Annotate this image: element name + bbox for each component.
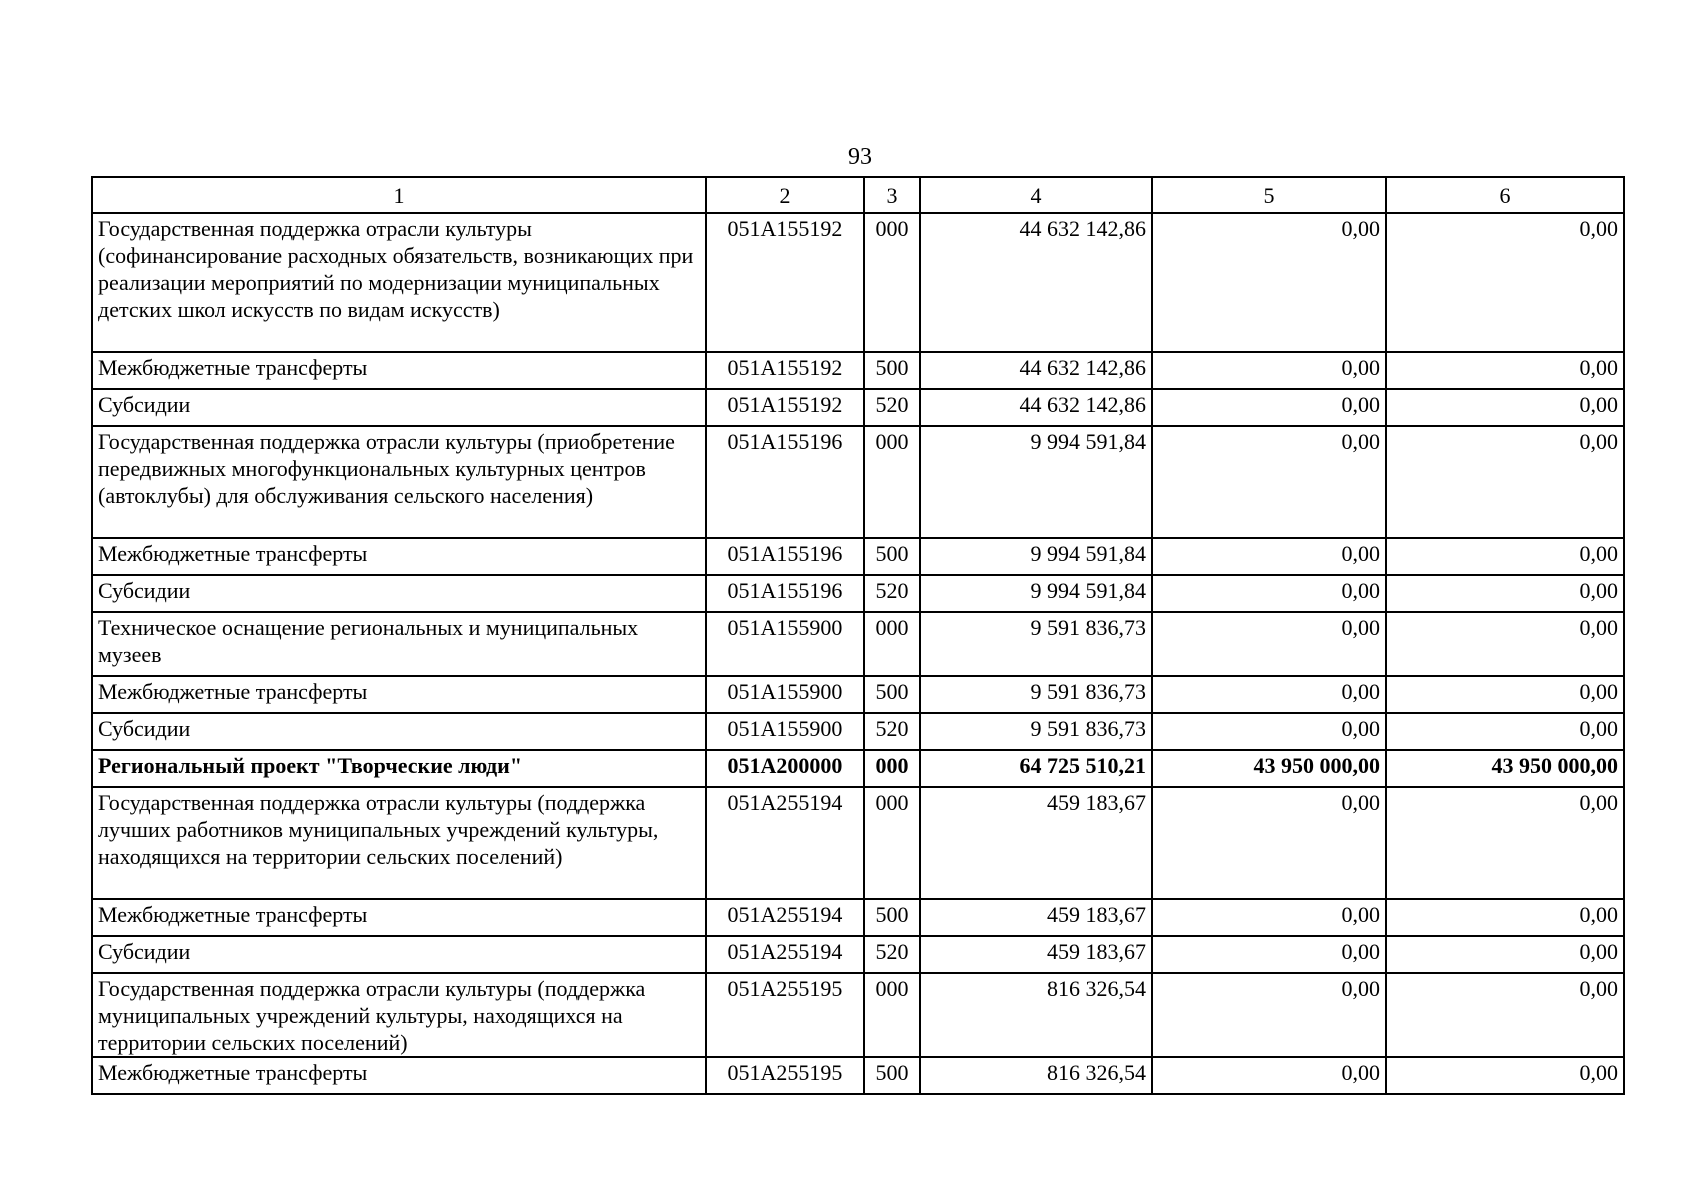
table-row xyxy=(92,389,1624,426)
column-header-4: 4 xyxy=(920,177,1152,213)
row-name-cell: Государственная поддержка отрасли культуры (софинансирование расходных обязательств, возникающих при реализации мероприятий по модернизации муниципальных детских школ искусств по видам искусств) xyxy=(92,213,706,352)
row-amount-3-cell: 0,00 xyxy=(1386,612,1624,676)
row-expense-type-cell: 520 xyxy=(864,389,920,426)
row-expense-type-cell: 000 xyxy=(864,213,920,352)
row-amount-2-cell: 0,00 xyxy=(1152,575,1386,612)
row-code-cell: 051А255194 xyxy=(706,899,864,936)
row-code-cell: 051А155900 xyxy=(706,676,864,713)
row-code-cell: 051А255194 xyxy=(706,936,864,973)
table-row xyxy=(92,750,1624,787)
row-code-cell: 051А155196 xyxy=(706,426,864,538)
row-amount-1-cell: 64 725 510,21 xyxy=(920,750,1152,787)
row-code-cell: 051А255195 xyxy=(706,1057,864,1094)
row-amount-3-cell: 0,00 xyxy=(1386,676,1624,713)
table-row xyxy=(92,1057,1624,1094)
row-amount-1-cell: 44 632 142,86 xyxy=(920,213,1152,352)
row-amount-1-cell: 9 591 836,73 xyxy=(920,612,1152,676)
row-expense-type-cell: 500 xyxy=(864,538,920,575)
row-code-cell: 051А155196 xyxy=(706,575,864,612)
row-amount-3-cell: 0,00 xyxy=(1386,973,1624,1057)
row-amount-3-cell: 0,00 xyxy=(1386,213,1624,352)
row-amount-2-cell: 0,00 xyxy=(1152,787,1386,899)
column-header-2: 2 xyxy=(706,177,864,213)
row-code-cell: 051А200000 xyxy=(706,750,864,787)
table-row xyxy=(92,538,1624,575)
row-expense-type-cell: 500 xyxy=(864,899,920,936)
row-amount-2-cell: 0,00 xyxy=(1152,538,1386,575)
row-name-cell: Техническое оснащение региональных и муниципальных музеев xyxy=(92,612,706,676)
table-row xyxy=(92,676,1624,713)
row-code-cell: 051А155900 xyxy=(706,612,864,676)
row-expense-type-cell: 520 xyxy=(864,936,920,973)
row-amount-2-cell: 0,00 xyxy=(1152,213,1386,352)
row-amount-3-cell: 0,00 xyxy=(1386,426,1624,538)
row-amount-3-cell: 0,00 xyxy=(1386,713,1624,750)
row-code-cell: 051А155196 xyxy=(706,538,864,575)
row-expense-type-cell: 000 xyxy=(864,787,920,899)
row-code-cell: 051А255195 xyxy=(706,973,864,1057)
row-expense-type-cell: 500 xyxy=(864,676,920,713)
table-row xyxy=(92,352,1624,389)
table-row xyxy=(92,612,1624,676)
row-amount-3-cell: 0,00 xyxy=(1386,787,1624,899)
row-amount-1-cell: 9 591 836,73 xyxy=(920,676,1152,713)
row-amount-2-cell: 0,00 xyxy=(1152,899,1386,936)
row-amount-3-cell: 0,00 xyxy=(1386,389,1624,426)
row-amount-2-cell: 0,00 xyxy=(1152,1057,1386,1094)
row-expense-type-cell: 000 xyxy=(864,612,920,676)
row-amount-2-cell: 43 950 000,00 xyxy=(1152,750,1386,787)
row-amount-3-cell: 0,00 xyxy=(1386,575,1624,612)
row-name-cell: Межбюджетные трансферты xyxy=(92,538,706,575)
row-name-cell: Межбюджетные трансферты xyxy=(92,352,706,389)
row-name-cell: Субсидии xyxy=(92,936,706,973)
table-row xyxy=(92,213,1624,352)
header-row xyxy=(92,177,1624,213)
row-name-cell: Государственная поддержка отрасли культуры (поддержка лучших работников муниципальных учреждений культуры, находящихся на территории сельских поселений) xyxy=(92,787,706,899)
row-amount-3-cell: 0,00 xyxy=(1386,936,1624,973)
row-expense-type-cell: 500 xyxy=(864,1057,920,1094)
row-amount-3-cell: 0,00 xyxy=(1386,538,1624,575)
row-amount-2-cell: 0,00 xyxy=(1152,426,1386,538)
row-amount-2-cell: 0,00 xyxy=(1152,389,1386,426)
row-expense-type-cell: 000 xyxy=(864,750,920,787)
row-amount-1-cell: 459 183,67 xyxy=(920,936,1152,973)
table-body xyxy=(92,213,1624,1094)
table-row xyxy=(92,899,1624,936)
row-expense-type-cell: 000 xyxy=(864,973,920,1057)
row-amount-1-cell: 9 994 591,84 xyxy=(920,575,1152,612)
row-amount-2-cell: 0,00 xyxy=(1152,936,1386,973)
row-expense-type-cell: 520 xyxy=(864,713,920,750)
row-name-cell: Региональный проект "Творческие люди" xyxy=(92,750,706,787)
row-amount-1-cell: 459 183,67 xyxy=(920,899,1152,936)
row-amount-1-cell: 9 994 591,84 xyxy=(920,426,1152,538)
row-amount-1-cell: 816 326,54 xyxy=(920,973,1152,1057)
row-amount-2-cell: 0,00 xyxy=(1152,973,1386,1057)
column-header-6: 6 xyxy=(1386,177,1624,213)
table-row xyxy=(92,936,1624,973)
row-expense-type-cell: 520 xyxy=(864,575,920,612)
table-row xyxy=(92,973,1624,1057)
row-name-cell: Субсидии xyxy=(92,575,706,612)
budget-table xyxy=(91,176,1625,1095)
table-row xyxy=(92,787,1624,899)
row-amount-3-cell: 43 950 000,00 xyxy=(1386,750,1624,787)
table-row xyxy=(92,713,1624,750)
page-number: 93 xyxy=(848,144,872,170)
row-code-cell: 051А255194 xyxy=(706,787,864,899)
row-amount-1-cell: 44 632 142,86 xyxy=(920,352,1152,389)
row-amount-1-cell: 9 994 591,84 xyxy=(920,538,1152,575)
row-amount-2-cell: 0,00 xyxy=(1152,676,1386,713)
row-amount-3-cell: 0,00 xyxy=(1386,899,1624,936)
row-amount-1-cell: 459 183,67 xyxy=(920,787,1152,899)
row-name-cell: Межбюджетные трансферты xyxy=(92,1057,706,1094)
row-expense-type-cell: 500 xyxy=(864,352,920,389)
row-name-cell: Государственная поддержка отрасли культуры (приобретение передвижных многофункциональных культурных центров (автоклубы) для обслуживания сельского населения) xyxy=(92,426,706,538)
row-name-cell: Государственная поддержка отрасли культуры (поддержка муниципальных учреждений культуры, находящихся на территории сельских поселений) xyxy=(92,973,706,1057)
row-code-cell: 051А155192 xyxy=(706,352,864,389)
row-name-cell: Субсидии xyxy=(92,713,706,750)
row-amount-1-cell: 44 632 142,86 xyxy=(920,389,1152,426)
column-header-3: 3 xyxy=(864,177,920,213)
row-code-cell: 051А155192 xyxy=(706,213,864,352)
row-name-cell: Субсидии xyxy=(92,389,706,426)
column-header-5: 5 xyxy=(1152,177,1386,213)
row-amount-2-cell: 0,00 xyxy=(1152,352,1386,389)
row-amount-3-cell: 0,00 xyxy=(1386,1057,1624,1094)
table-row xyxy=(92,426,1624,538)
row-expense-type-cell: 000 xyxy=(864,426,920,538)
row-code-cell: 051А155192 xyxy=(706,389,864,426)
row-code-cell: 051А155900 xyxy=(706,713,864,750)
row-name-cell: Межбюджетные трансферты xyxy=(92,899,706,936)
row-amount-2-cell: 0,00 xyxy=(1152,713,1386,750)
table-row xyxy=(92,575,1624,612)
row-amount-1-cell: 816 326,54 xyxy=(920,1057,1152,1094)
row-name-cell: Межбюджетные трансферты xyxy=(92,676,706,713)
column-header-1: 1 xyxy=(92,177,706,213)
row-amount-1-cell: 9 591 836,73 xyxy=(920,713,1152,750)
row-amount-2-cell: 0,00 xyxy=(1152,612,1386,676)
row-amount-3-cell: 0,00 xyxy=(1386,352,1624,389)
